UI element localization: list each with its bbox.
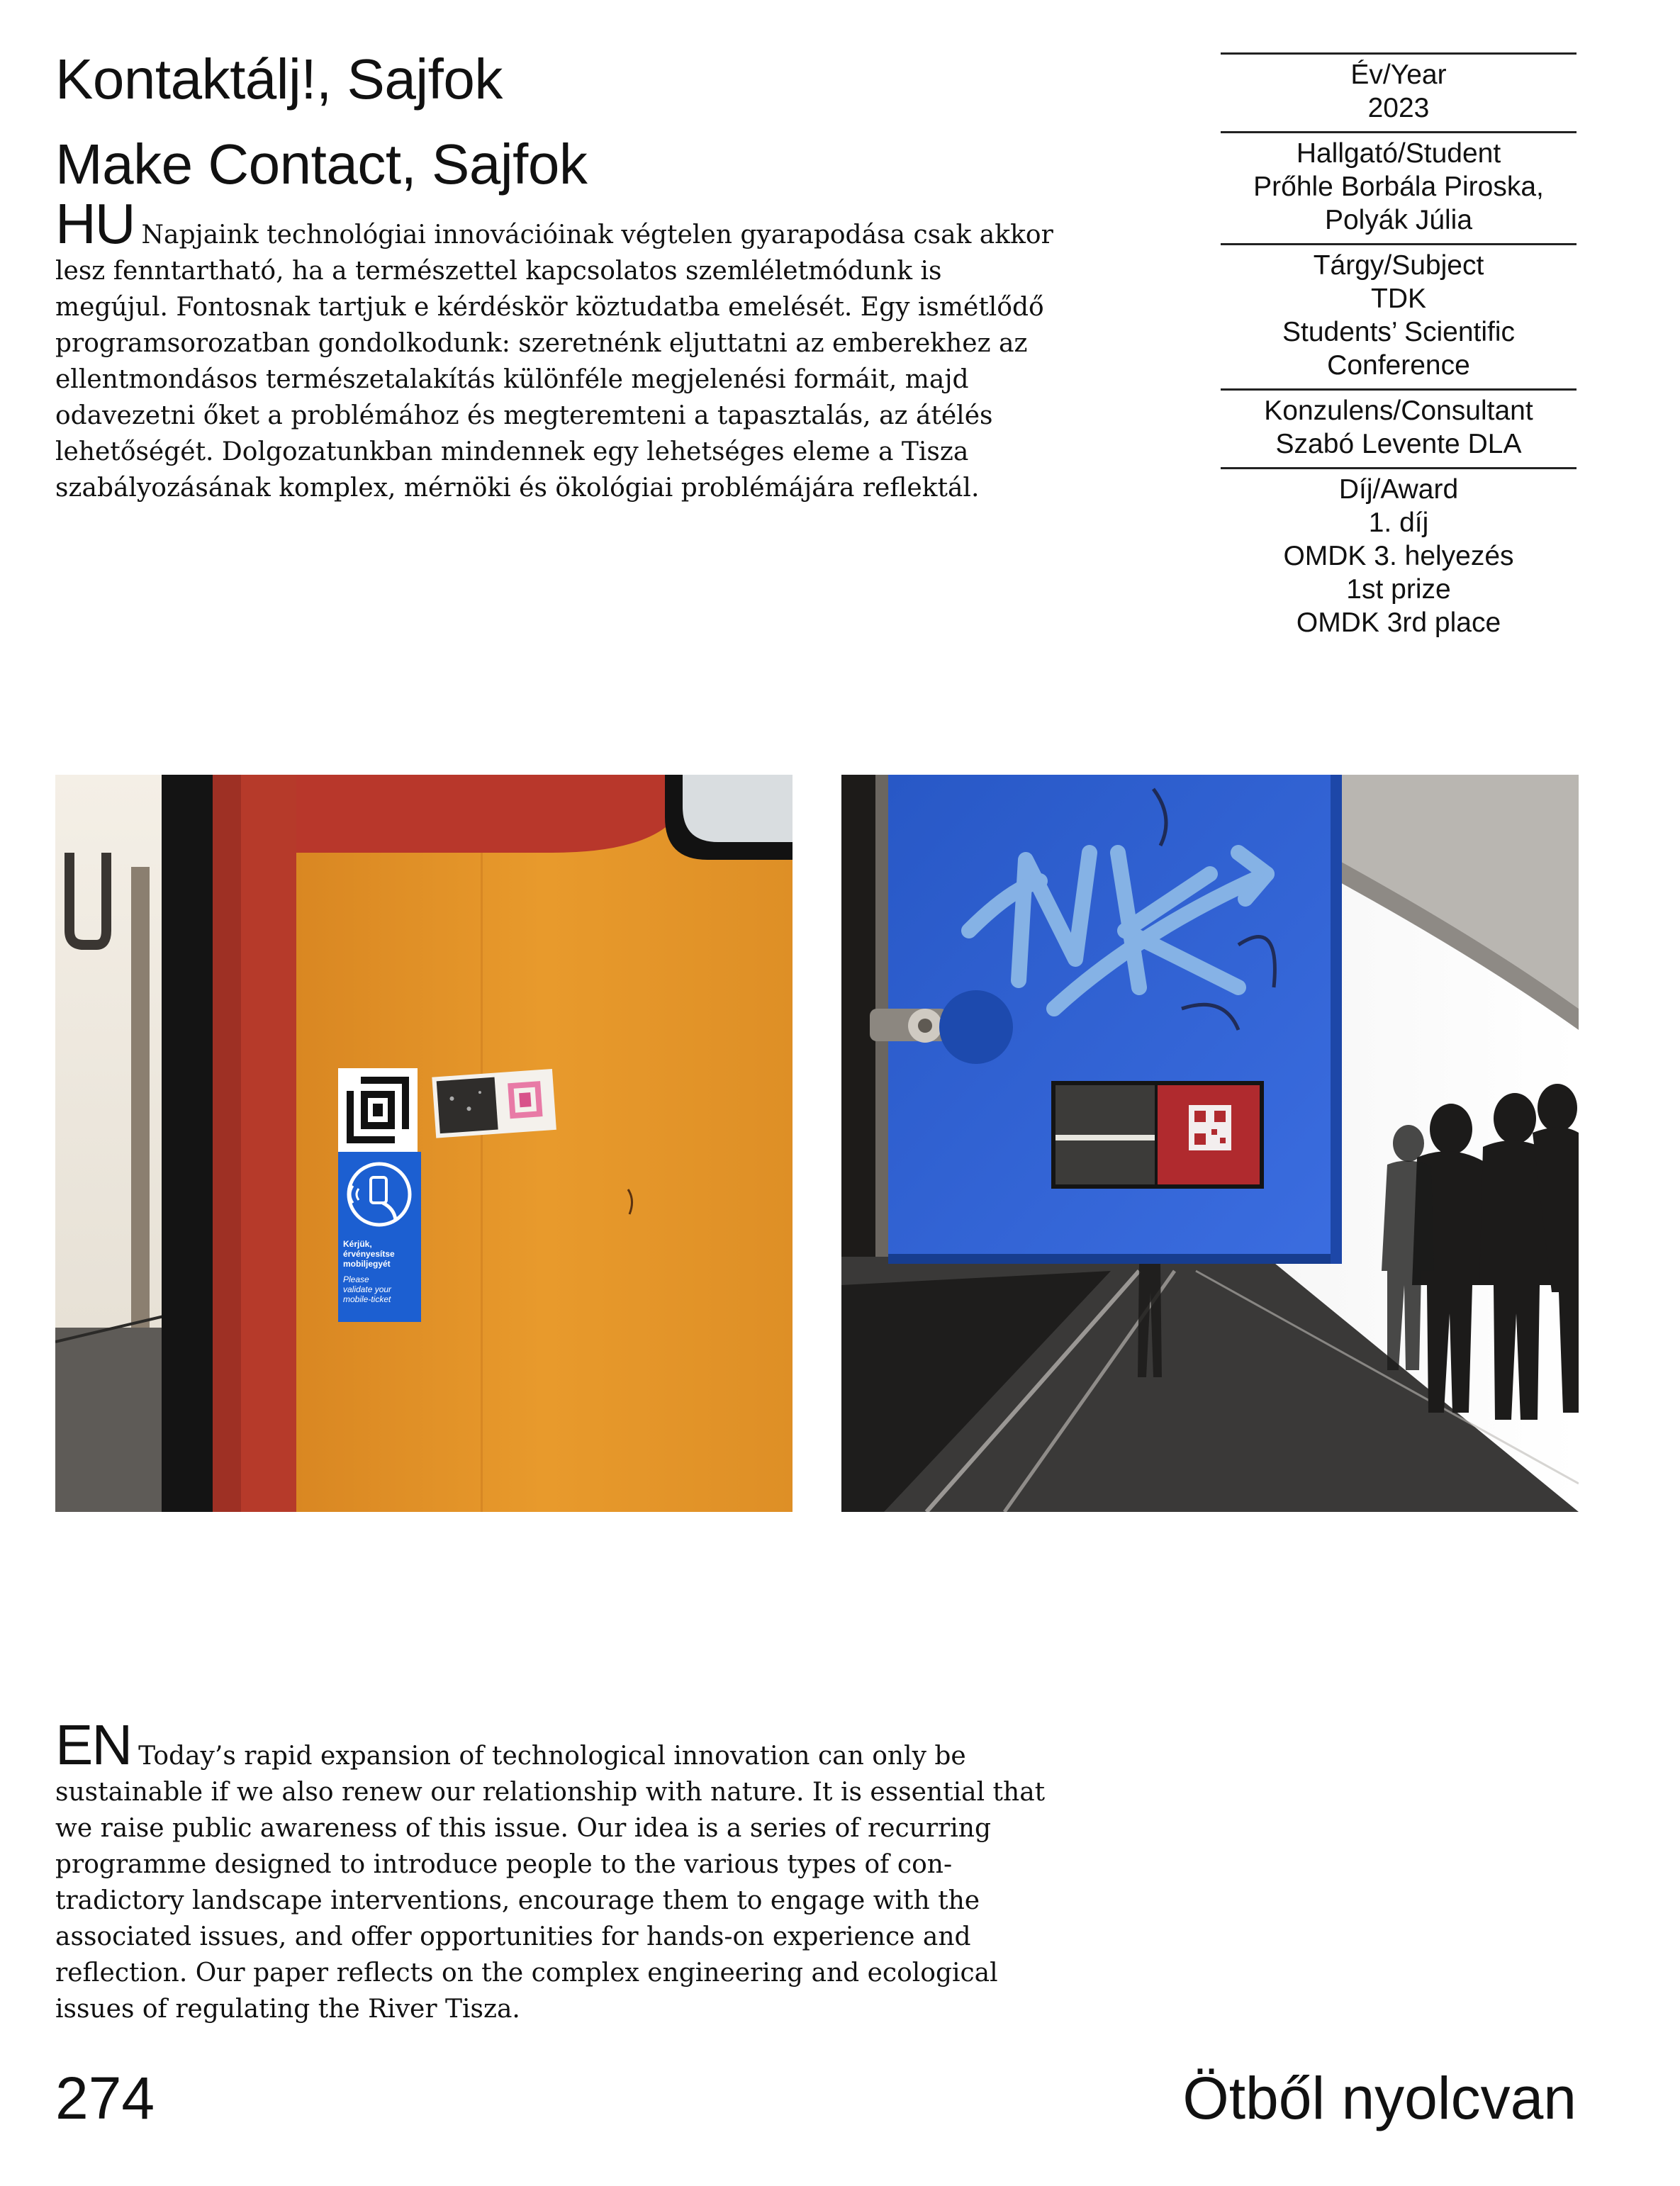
sticker-text-en-1: Please xyxy=(343,1274,369,1284)
photo-metro-door xyxy=(841,775,1579,1512)
meta-year-value: 2023 xyxy=(1367,93,1430,123)
body-text-en xyxy=(55,1713,1062,2027)
body-text-hu xyxy=(55,192,1062,506)
sticker-text-en-3: mobile-ticket xyxy=(343,1294,391,1304)
meta-consultant-line: Szabó Levente DLA xyxy=(1275,429,1522,459)
meta-award-line: 1st prize xyxy=(1346,574,1451,605)
meta-subject xyxy=(1221,243,1577,388)
sticker-text-hu-1: Kérjük, xyxy=(343,1239,372,1249)
meta-subject-line: Conference xyxy=(1327,350,1470,381)
meta-student-label: Hallgató/Student xyxy=(1296,138,1501,169)
meta-student-line: Polyák Júlia xyxy=(1324,205,1473,235)
page-number: 274 xyxy=(55,2065,155,2131)
meta-consultant xyxy=(1221,388,1577,467)
meta-award-line: OMDK 3rd place xyxy=(1296,607,1501,638)
sticker-text-en-2: validate your xyxy=(343,1284,392,1294)
meta-student xyxy=(1221,131,1577,243)
meta-year xyxy=(1221,52,1577,131)
metro-platform-illustration xyxy=(841,775,1579,1512)
language-marker-en: EN xyxy=(55,1713,132,1776)
meta-award xyxy=(1221,467,1577,646)
qr-code-sticker xyxy=(338,1068,418,1152)
page-title-hu: Kontaktálj!, Sajfok xyxy=(55,47,503,111)
meta-award-line: 1. díj xyxy=(1368,508,1429,538)
sticker-text-hu-2: érvényesítse xyxy=(343,1249,395,1259)
meta-award-label: Díj/Award xyxy=(1338,474,1459,505)
page-title-en: Make Contact, Sajfok xyxy=(55,133,588,196)
photo-tram-door xyxy=(55,775,793,1512)
meta-subject-line: TDK xyxy=(1371,284,1426,314)
language-marker-hu: HU xyxy=(55,192,135,255)
meta-consultant-label: Konzulens/Consultant xyxy=(1264,396,1533,426)
body-paragraph-en: Today’s rapid expansion of technological innovation can only be sustainable if we also renew our relationship with nature. It is essential that we raise public awareness of this issue. Our idea is a series of recurring programme designed to introduce people to the various types of contradictory landscape interventions, encourage them to engage with the associated issues, and offer opportunities for hands-on experience and reflection. Our paper reflects on the complex engineering and ecological issues of regulating the River Tisza. xyxy=(55,1742,1046,2024)
project-sticker xyxy=(432,1069,556,1138)
validate-ticket-sticker xyxy=(338,1152,421,1322)
project-sticker xyxy=(1051,1081,1264,1189)
sticker-text-hu-3: mobiljegyét xyxy=(343,1259,391,1269)
project-info-table xyxy=(1221,52,1577,646)
tram-door-illustration xyxy=(55,775,793,1512)
body-paragraph-hu: Napjaink technológiai innovációinak végtelen gyarapodása csak akkor lesz fenntartható, ha a természettel kapcsolatos szemléletmódunk is megújul. Fontosnak tartjuk e kérdéskör köztudatba emelését. Egy ismétlődő programsorozatban gondolkodunk: szeretnénk eljuttatni az emberekhez az ellentmondásos természetalakítás különféle megjelenési formáit, majd odavezetni őket a problémához és megteremteni a tapasztalás, az átélés lehetőségét. Dolgozatunkban mindennek egy lehetséges eleme a Tisza szabályozásának komplex, mérnöki és ökológiai problémájára reflektál. xyxy=(55,220,1053,503)
meta-student-line: Prőhle Borbála Piroska, xyxy=(1253,172,1544,202)
meta-subject-label: Tárgy/Subject xyxy=(1313,250,1484,281)
publication-title: Ötből nyolcvan xyxy=(1182,2065,1577,2131)
meta-subject-line: Students’ Scientific xyxy=(1282,317,1516,347)
meta-year-label: Év/Year xyxy=(1350,60,1447,90)
meta-award-line: OMDK 3. helyezés xyxy=(1283,541,1514,571)
